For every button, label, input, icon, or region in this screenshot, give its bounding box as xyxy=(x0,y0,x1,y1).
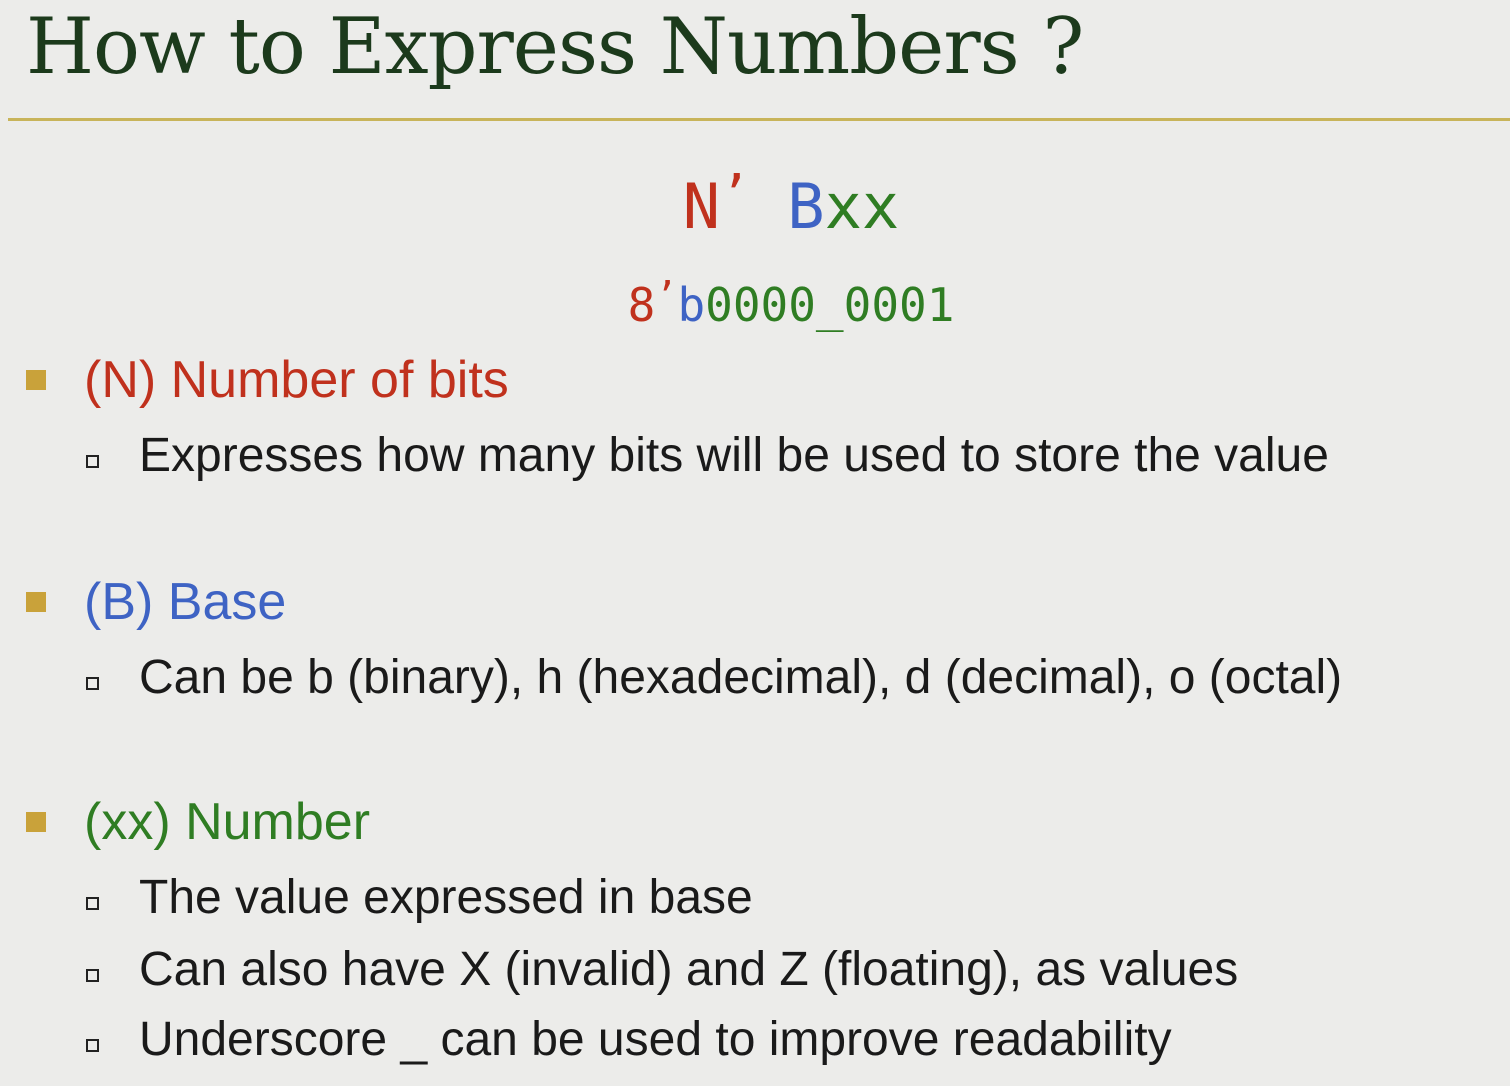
sub-bullet xyxy=(86,651,1343,704)
bullet-base xyxy=(26,573,287,631)
bullet-heading: (N) Number of bits xyxy=(84,351,509,409)
sub-bullet xyxy=(86,943,1239,996)
hollow-square-bullet-icon xyxy=(86,969,99,982)
format-b: B xyxy=(787,170,825,243)
sub-bullet xyxy=(86,429,1329,482)
sub-bullet-text: Can also have X (invalid) and Z (floating), as values xyxy=(139,943,1239,996)
sub-bullet-text: The value expressed in base xyxy=(139,871,753,924)
hollow-square-bullet-icon xyxy=(86,1039,99,1052)
sub-bullet-text: Underscore _ can be used to improve readability xyxy=(139,1013,1172,1066)
example-notation xyxy=(0,274,1510,332)
format-n: N xyxy=(682,170,721,243)
format-xx: xx xyxy=(824,170,900,243)
bullet-number-of-bits xyxy=(26,351,509,409)
example-xx: 0000_0001 xyxy=(705,278,955,332)
slide-title: How to Express Numbers ? xyxy=(26,2,1084,92)
hollow-square-bullet-icon xyxy=(86,897,99,910)
sub-bullet-text: Expresses how many bits will be used to store the value xyxy=(139,429,1329,482)
format-apostrophe: ’ xyxy=(720,164,750,223)
bullet-number xyxy=(26,793,371,851)
hollow-square-bullet-icon xyxy=(86,677,99,690)
example-apostrophe: ’ xyxy=(655,274,678,318)
sub-bullet xyxy=(86,1013,1172,1066)
sub-bullet xyxy=(86,871,753,924)
example-n: 8 xyxy=(627,278,656,332)
hollow-square-bullet-icon xyxy=(86,455,99,468)
square-bullet-icon xyxy=(26,592,46,612)
square-bullet-icon xyxy=(26,370,46,390)
bullet-heading: (xx) Number xyxy=(84,793,371,851)
bullet-heading: (B) Base xyxy=(84,573,287,631)
sub-bullet-text: Can be b (binary), h (hexadecimal), d (decimal), o (octal) xyxy=(139,651,1343,704)
square-bullet-icon xyxy=(26,812,46,832)
title-divider xyxy=(8,118,1510,121)
format-notation xyxy=(0,164,1510,243)
example-b: b xyxy=(677,278,706,332)
